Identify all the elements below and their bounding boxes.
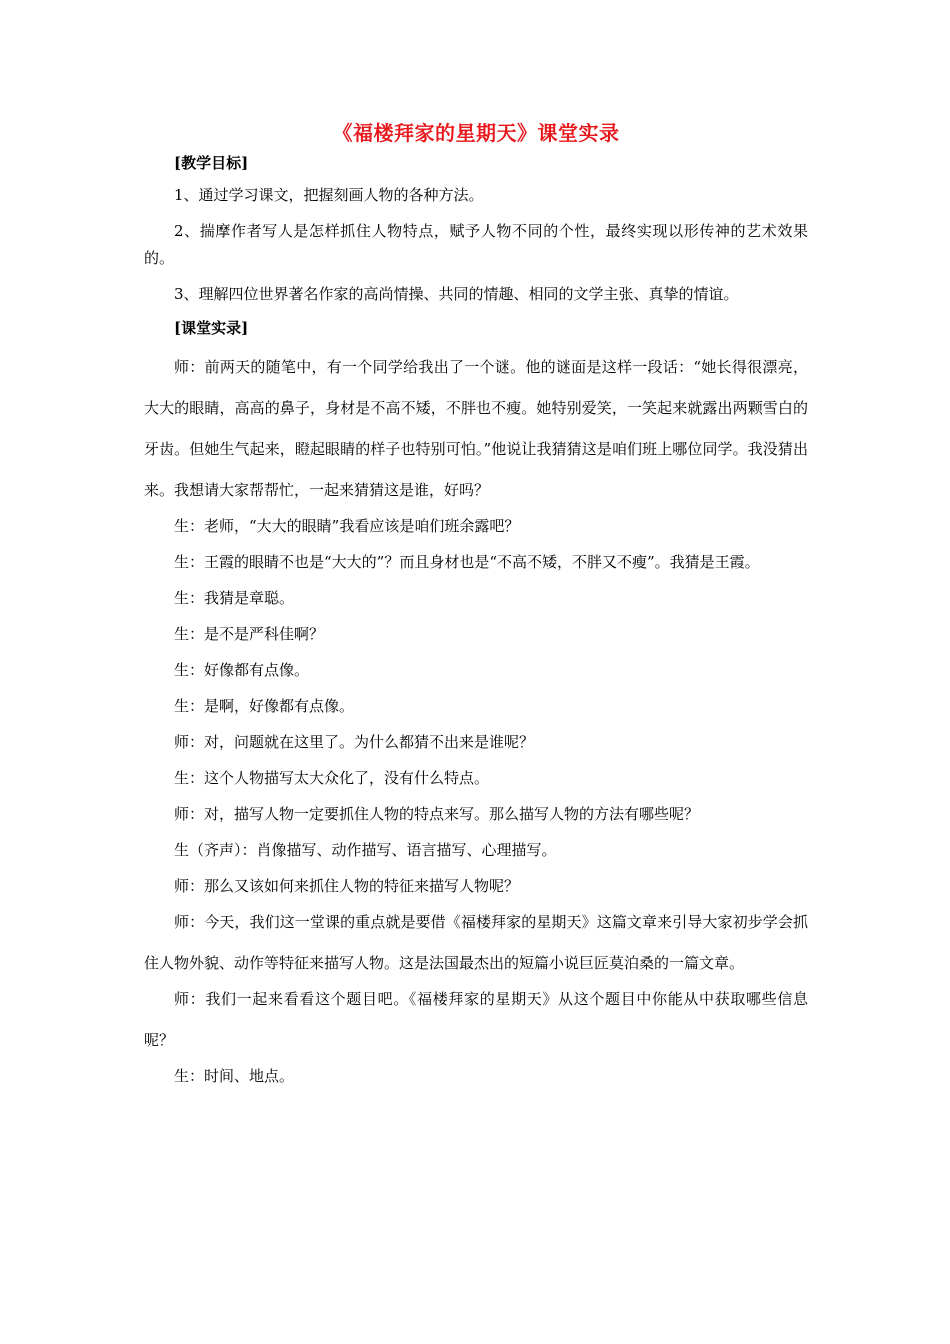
dialogue-paragraph: 师：我们一起来看看这个题目吧。《福楼拜家的星期天》从这个题目中你能从中获取哪些信息呢？ [144,990,808,1049]
dialogue-paragraph: 生：我猜是章聪。 [174,589,295,607]
dialogue-paragraph: 生：老师，“大大的眼睛”我看应该是咱们班余露吧？ [174,517,520,535]
dialogue-paragraph: 生：是啊，好像都有点像。 [174,697,355,715]
section-heading-record: [课堂实录] [174,319,249,337]
document-title: 《福楼拜家的星期天》课堂实录 [332,121,620,145]
dialogue-paragraph: 生：时间、地点。 [174,1067,295,1085]
dialogue-paragraph: 生：这个人物描写太大众化了，没有什么特点。 [174,769,490,787]
goal-item: 1、通过学习课文，把握刻画人物的各种方法。 [174,186,484,204]
dialogue-paragraph: 师：那么又该如何来抓住人物的特征来描写人物呢？ [174,877,520,895]
dialogue-paragraph: 师：前两天的随笔中，有一个同学给我出了一个谜。他的谜面是这样一段话：“她长得很漂亮，大大的眼睛，高高的鼻子，身材是不高不矮，不胖也不瘦。她特别爱笑，一笑起来就露出两颗雪白的牙齿。但她生气起来，瞪起眼睛的样子也特别可怕。”他说让我猜猜这是咱们班上哪位同学。我没猜出来。我想请大家帮帮忙，一起来猜猜这是谁，好吗？ [144,358,808,499]
dialogue-paragraph: 师：对，描写人物一定要抓住人物的特点来写。那么描写人物的方法有哪些呢？ [174,805,700,823]
goal-item: 2、揣摩作者写人是怎样抓住人物特点，赋予人物不同的个性，最终实现以形传神的艺术效果的。 [144,222,808,267]
dialogue-paragraph: 生：好像都有点像。 [174,661,310,679]
goal-item: 3、理解四位世界著名作家的高尚情操、共同的情趣、相同的文学主张、真挚的情谊。 [174,285,739,303]
dialogue-paragraph: 师：今天，我们这一堂课的重点就是要借《福楼拜家的星期天》这篇文章来引导大家初步学会抓住人物外貌、动作等特征来描写人物。这是法国最杰出的短篇小说巨匠莫泊桑的一篇文章。 [144,913,808,972]
dialogue-paragraph: 生：是不是严科佳啊？ [174,625,325,643]
goals-list [144,182,808,308]
dialogue-paragraph: 师：对，问题就在这里了。为什么都猜不出来是谁呢？ [174,733,535,751]
section-heading-goals: [教学目标] [174,154,249,172]
document-page [144,118,808,1092]
dialogue-paragraph: 生（齐声）：肖像描写、动作描写、语言描写、心理描写。 [174,841,557,859]
classroom-dialogue [144,347,808,1097]
dialogue-paragraph: 生：王霞的眼睛不也是“大大的”？而且身材也是“不高不矮，不胖又不瘦”。我猜是王霞。 [174,553,760,571]
